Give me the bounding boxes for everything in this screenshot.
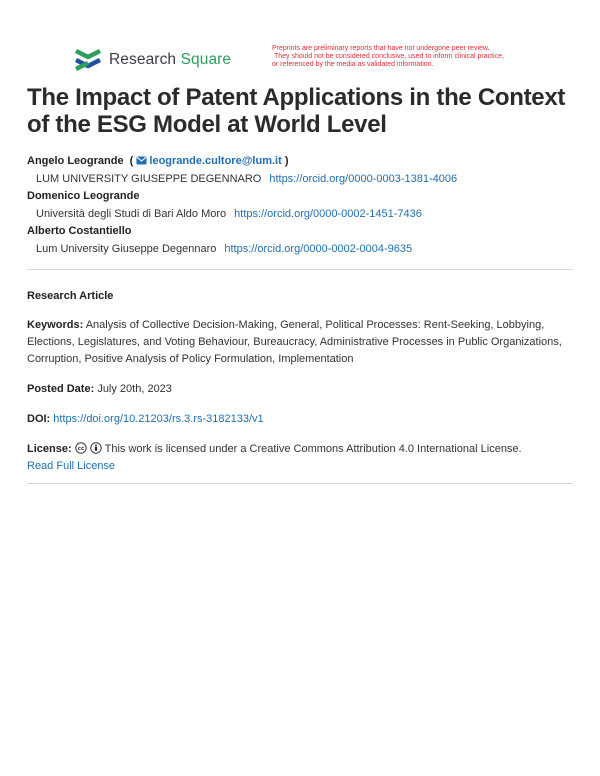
disclaimer-line: They should not be considered conclusive, used to inform clinical practice, <box>274 53 504 61</box>
research-square-logo-icon <box>74 47 102 73</box>
preprint-disclaimer <box>272 45 562 70</box>
posted-date: Posted Date: July 20th, 2023 <box>27 383 172 395</box>
divider <box>27 483 573 484</box>
research-square-logo[interactable] <box>74 47 231 73</box>
author-name: Angelo Leogrande ( leogrande.cultore@lum.it ) <box>27 155 289 167</box>
keywords-label: Keywords: <box>27 319 84 331</box>
posted-date-value: July 20th, 2023 <box>97 383 172 395</box>
author-affiliation: Università degli Studi di Bari Aldo Moro https://orcid.org/0000-0002-1451-7436 <box>36 208 422 220</box>
orcid-link[interactable]: https://orcid.org/0000-0002-0004-9635 <box>224 243 413 255</box>
divider <box>27 269 573 270</box>
by-icon <box>90 442 102 454</box>
doi-link[interactable]: https://doi.org/10.21203/rs.3.rs-3182133/v1 <box>53 413 264 425</box>
paper-title: The Impact of Patent Applications in the Context of the ESG Model at World Level <box>27 84 566 138</box>
article-type: Research Article <box>27 290 114 302</box>
orcid-link[interactable]: https://orcid.org/0000-0003-1381-4006 <box>269 173 458 185</box>
author-name: Domenico Leogrande <box>27 190 140 202</box>
author-list <box>27 153 577 258</box>
license-text: This work is licensed under a Creative Commons Attribution 4.0 International License. <box>104 443 522 455</box>
doi: DOI: https://doi.org/10.21203/rs.3.rs-3182133/v1 <box>27 413 264 425</box>
envelope-icon <box>136 156 147 165</box>
keywords <box>27 317 573 368</box>
author-name: Alberto Costantiello <box>27 225 132 237</box>
brand-name: Research Square <box>109 51 232 68</box>
disclaimer-line: or referenced by the media as validated information. <box>272 61 434 69</box>
svg-text:cc: cc <box>77 446 84 453</box>
author-affiliation: LUM UNIVERSITY GIUSEPPE DEGENNARO https://orcid.org/0000-0003-1381-4006 <box>36 173 458 185</box>
disclaimer-line: Preprints are preliminary reports that have not undergone peer review. <box>272 45 490 52</box>
keywords-text: Analysis of Collective Decision-Making, General, Political Processes: Rent-Seeking, Lobbying, Elections, Legislatures, and Voting Behaviour, Bureaucracy, Administrative Processes in Public Organizations, Corruption, Positive Analysis of Policy Formulation, Implementation <box>27 319 562 365</box>
orcid-link[interactable]: https://orcid.org/0000-0002-1451-7436 <box>234 208 422 220</box>
license: License: cc This work is licensed under a Creative Commons Attribution 4.0 International License. Read Full License <box>27 443 522 472</box>
read-full-license-link[interactable]: Read Full License <box>27 460 116 472</box>
author-email-link[interactable]: leogrande.cultore@lum.it <box>149 155 282 167</box>
cc-icon <box>75 442 87 454</box>
author-affiliation: Lum University Giuseppe Degennaro https://orcid.org/0000-0002-0004-9635 <box>36 243 413 255</box>
